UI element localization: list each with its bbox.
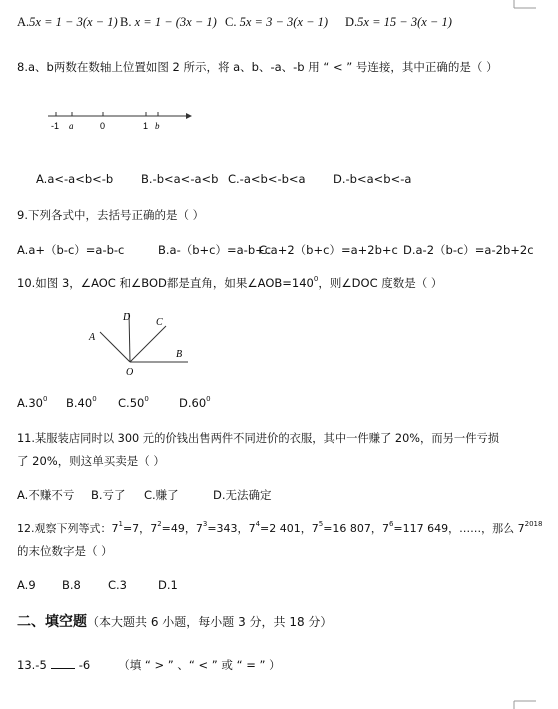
q11-option-b[interactable]: B.亏了 bbox=[91, 488, 126, 502]
label-0: 0 bbox=[100, 121, 106, 131]
q11-option-d[interactable]: D.无法确定 bbox=[213, 488, 272, 502]
power-3: $7^3=343$， bbox=[195, 520, 249, 535]
q9-option-d[interactable]: D.a-2（b-c）=a-2b+2c bbox=[403, 243, 534, 257]
page-corner-mark-bottom bbox=[506, 697, 536, 709]
label-O: O bbox=[126, 367, 134, 377]
label-D: D bbox=[123, 312, 131, 323]
power-2: $7^2=49$， bbox=[150, 520, 196, 535]
label-A: A bbox=[89, 332, 96, 343]
q13-answer-blank[interactable] bbox=[51, 658, 75, 669]
q12-option-d[interactable]: D.1 bbox=[158, 578, 178, 592]
label-a: a bbox=[69, 121, 74, 131]
q12-option-b[interactable]: B.8 bbox=[62, 578, 81, 592]
q8-option-a[interactable]: A.a<-a<b<-b bbox=[36, 172, 114, 186]
q7-option-d[interactable]: D.5x = 15 − 3(x − 1) bbox=[345, 15, 452, 29]
q9-option-a[interactable]: A.a+（b-c）=a-b-c bbox=[17, 243, 125, 257]
q11-option-a[interactable]: A.不赚不亏 bbox=[17, 488, 75, 502]
q7-option-c[interactable]: C. 5x = 3 − 3(x − 1) bbox=[225, 15, 329, 29]
label-neg1: -1 bbox=[51, 121, 60, 131]
q8-stem: 8.a、b两数在数轴上位置如图 2 所示，将 a、b、-a、-b 用 “ < ” 号连接，其中正确的是（ ） bbox=[17, 60, 498, 74]
q7-option-b[interactable]: B. x = 1 − (3x − 1) bbox=[120, 15, 217, 29]
power-4: $7^4=2$ 401， bbox=[248, 520, 312, 535]
section-heading bbox=[17, 613, 332, 631]
q7-option-a[interactable]: A.5x = 1 − 3(x − 1) bbox=[17, 15, 118, 29]
power-6: $7^6=117$ 649，……，那么 bbox=[381, 520, 518, 535]
angle-figure bbox=[80, 305, 200, 377]
number-line-figure bbox=[40, 106, 200, 136]
q11-stem-line2: 了 20%，则这单买卖是（ ） bbox=[17, 454, 165, 468]
label-b: b bbox=[155, 121, 160, 131]
label-C: C bbox=[156, 317, 163, 328]
q10-option-d[interactable]: $D.60^0$ bbox=[179, 395, 211, 410]
q8-option-d[interactable]: D.-b<a<b<-a bbox=[333, 172, 412, 186]
label-1: 1 bbox=[143, 121, 149, 131]
number-line-arrow bbox=[186, 113, 192, 119]
q12-option-c[interactable]: C.3 bbox=[108, 578, 128, 592]
label-B: B bbox=[176, 349, 183, 360]
section-note: （本大题共 6 小题，每小题 3 分，共 18 分） bbox=[87, 615, 333, 629]
q12-stem-line1: 12.观察下列等式：$7^1=7$，$7^2=49$，$7^3=343$，$7^4=2$ 401，$7^5=16$ 807，$7^6=117$ 649，……，那么 $7^{2018}$ bbox=[17, 520, 543, 535]
q8-option-c[interactable]: C.-a<b<-b<a bbox=[228, 172, 306, 186]
q10-option-a[interactable]: $A.30^0$ bbox=[17, 395, 48, 410]
power-1: $7^1=7$， bbox=[111, 520, 151, 535]
q9-option-b[interactable]: B.a-（b+c）=a-b+c bbox=[158, 243, 272, 257]
ray-oa bbox=[100, 332, 130, 362]
section-title: 二、填空题 bbox=[17, 614, 87, 630]
q11-stem-line1: 11.某服装店同时以 300 元的价钱出售两件不同进价的衣服，其中一件赚了 20%，而另一件亏损 bbox=[17, 432, 500, 445]
q10-option-b[interactable]: $B.40^0$ bbox=[66, 395, 97, 410]
q11-option-c[interactable]: C.赚了 bbox=[144, 488, 179, 502]
power-5: $7^5=16$ 807， bbox=[311, 520, 382, 535]
q10-option-c[interactable]: $C.50^0$ bbox=[118, 395, 149, 410]
power-2018: $7^{2018}$ bbox=[517, 520, 543, 535]
page-corner-mark-top bbox=[506, 0, 536, 12]
ray-oc bbox=[130, 326, 166, 362]
q8-option-b[interactable]: B.-b<a<-a<b bbox=[141, 172, 219, 186]
q10-stem: 10.如图 3，∠AOC 和∠BOD都是直角，如果$\angle AOB=140^0$，则∠DOC 度数是（ ） bbox=[17, 275, 443, 290]
q13-stem: 13.-5 -6 （填 “ > ” 、“ < ” 或 “ = ” ） bbox=[17, 658, 281, 672]
q9-option-c[interactable]: C.a+2（b+c）=a+2b+c bbox=[259, 243, 398, 257]
q12-option-a[interactable]: A.9 bbox=[17, 578, 36, 592]
q9-stem: 9.下列各式中，去括号正确的是（ ） bbox=[17, 208, 205, 222]
q12-stem-line2: 的末位数字是（ ） bbox=[17, 544, 113, 558]
